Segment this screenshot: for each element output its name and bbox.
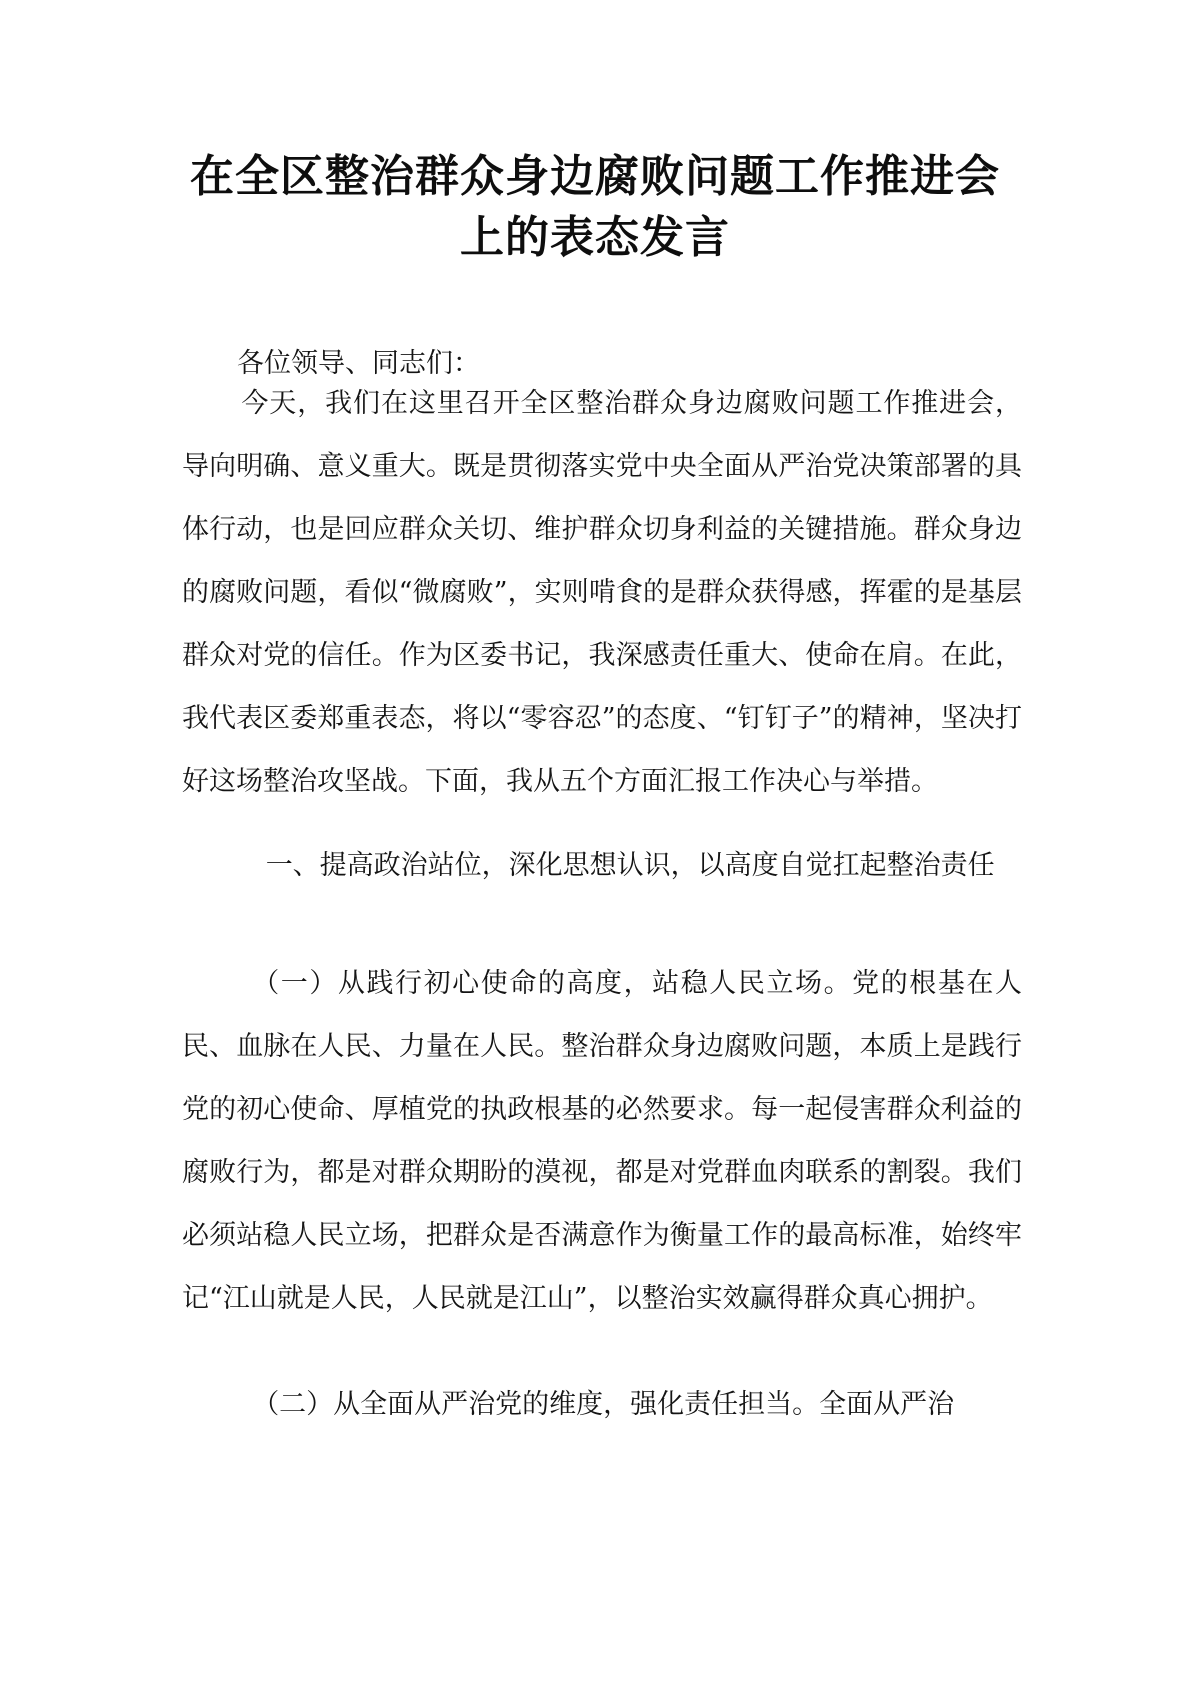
document-title-line-2: 上的表态发言 — [460, 212, 730, 263]
subsection-2-block — [182, 1373, 1022, 1436]
subsection-paragraph-2: （二）从全面从严治党的维度，强化责任担当。全面从严治 — [252, 1389, 955, 1420]
subsection-paragraph-1: （一）从践行初心使命的高度，站稳人民立场。党的根基在人民、血脉在人民、力量在人民。整治群众身边腐败问题，本质上是践行党的初心使命、厚植党的执政根基的必然要求。每一起侵害群众利益的腐败行为，都是对群众期盼的漠视，都是对党群血肉联系的割裂。我们必须站稳人民立场，把群众是否满意作为衡量工作的最高标准，始终牢记“江山就是人民，人民就是江山”，以整治实效赢得群众真心拥护。 — [182, 968, 1022, 1314]
document-title-line-1: 在全区整治群众身边腐败问题工作推进会 — [190, 151, 1000, 202]
section-heading-1: 一、提高政治站位，深化思想认识，以高度自觉扛起整治责任 — [265, 850, 995, 881]
intro-paragraph: 今天，我们在这里召开全区整治群众身边腐败问题工作推进会，导向明确、意义重大。既是贯彻落实党中央全面从严治党决策部署的具体行动，也是回应群众关切、维护群众切身利益的关键措施。群众身边的腐败问题，看似“微腐败”，实则啃食的是群众获得感，挥霍的是基层群众对党的信任。作为区委书记，我深感责任重大、使命在肩。在此，我代表区委郑重表态，将以“零容忍”的态度、“钉钉子”的精神，坚决打好这场整治攻坚战。下面，我从五个方面汇报工作决心与举措。 — [182, 388, 1022, 797]
intro-paragraph-block — [182, 372, 1022, 813]
subsection-1-block — [182, 952, 1022, 1330]
section-heading-block — [182, 834, 1022, 897]
salutation: 各位领导、同志们： — [237, 348, 480, 379]
